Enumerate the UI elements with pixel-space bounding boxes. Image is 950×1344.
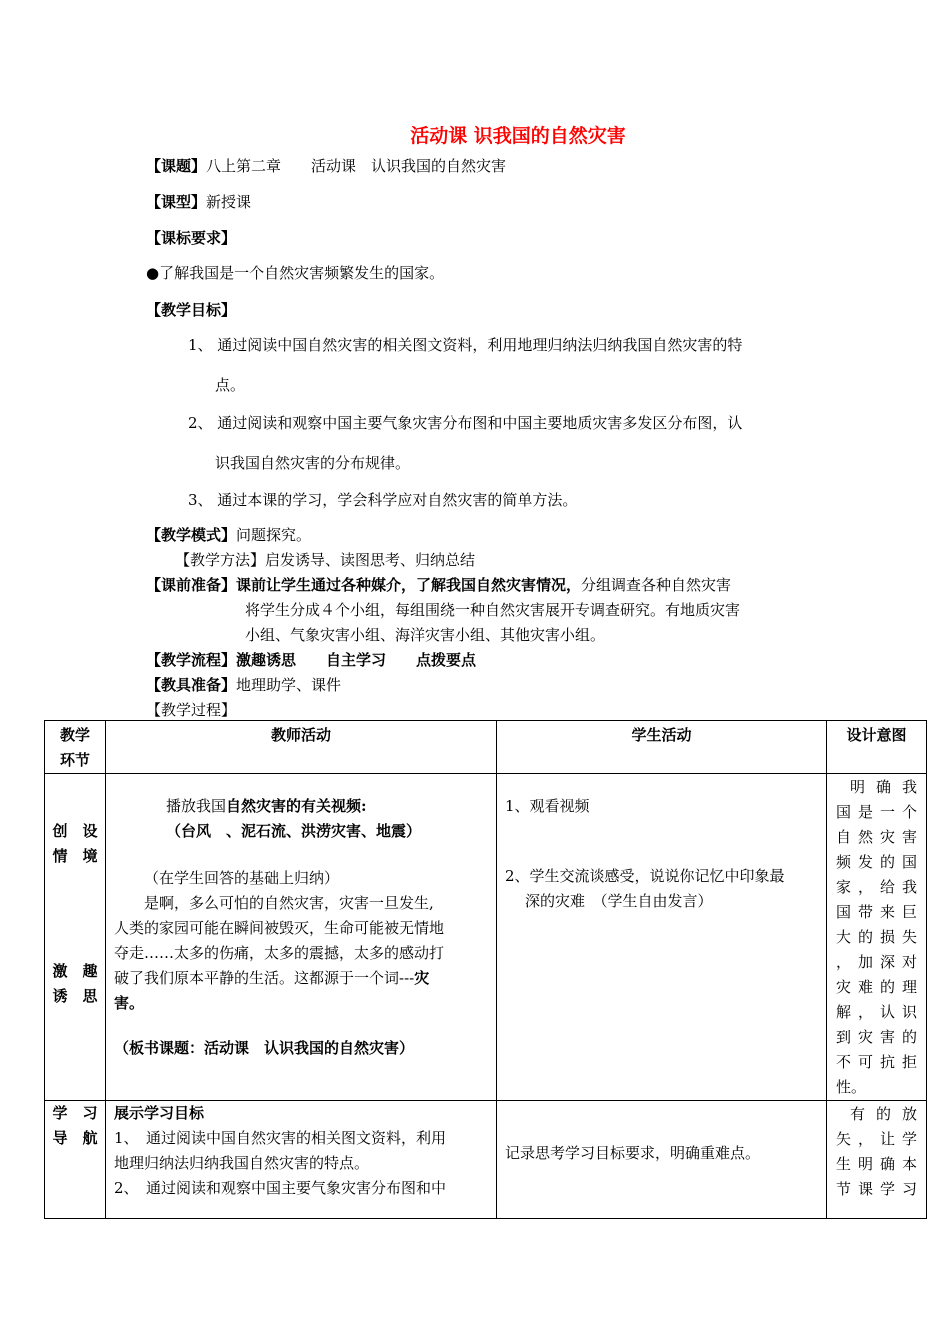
intent-line: 国是一个 <box>836 803 917 821</box>
teacher-line-plain: 破了我们原本平静的生活。这都源于一个词--- <box>114 969 415 987</box>
stage-cell <box>45 1101 106 1219</box>
teacher-line-bold: 灾 <box>414 969 430 987</box>
teacher-line <box>114 794 488 819</box>
teaching-process-table <box>44 720 927 1219</box>
document-title: 活动课 识我国的自然灾害 <box>410 125 626 147</box>
intent-line: 大的损失 <box>836 928 917 946</box>
preparation-line3: 小组、气象灾害小组、海洋灾害小组、其他灾害小组。 <box>245 626 606 644</box>
stage-cell <box>45 774 106 1101</box>
teacher-line: 人类的家园可能在瞬间被毁灭，生命可能被无情地 <box>114 919 445 937</box>
stage-line1: 学 习 <box>52 1104 98 1122</box>
teaching-mode-label: 【教学模式】 <box>146 526 237 544</box>
teaching-method-line <box>175 550 475 570</box>
teacher-line: 害。 <box>114 994 145 1012</box>
teaching-aids-value: 地理助学、课件 <box>236 676 342 694</box>
teaching-mode-line <box>146 525 311 545</box>
teacher-line: 展示学习目标 <box>114 1104 205 1122</box>
curriculum-label: 【课标要求】 <box>146 229 237 247</box>
curriculum-item: ●了解我国是一个自然灾害频繁发生的国家。 <box>146 264 445 282</box>
objectives-label: 【教学目标】 <box>146 301 237 319</box>
teacher-line <box>114 966 488 991</box>
student-line: 2、学生交流谈感受，说说你记忆中印象最 <box>505 867 785 885</box>
intent-line: 矢，让学 <box>836 1130 917 1148</box>
teacher-activity-cell <box>106 774 497 1101</box>
intent-line: 自然灾害 <box>836 828 917 846</box>
intent-line: 灾难的理 <box>836 978 917 996</box>
teaching-mode-value: 问题探究。 <box>236 526 312 544</box>
teacher-activity-cell <box>106 1101 497 1219</box>
intent-line: 不可抗拒 <box>836 1053 917 1071</box>
teacher-line: （台风 、泥石流、洪涝灾害、地震） <box>166 822 422 840</box>
header-teacher: 教师活动 <box>106 721 497 774</box>
intent-line: 家，给我 <box>836 878 917 896</box>
objective-2-line2: 识我国自然灾害的分布规律。 <box>215 454 411 472</box>
intent-line: 节课学习 <box>836 1180 917 1198</box>
table-row <box>45 774 927 1101</box>
teacher-line: 2、 通过阅读和观察中国主要气象灾害分布图和中 <box>114 1179 447 1197</box>
intent-line: 解，认识 <box>836 1003 917 1021</box>
design-intent-cell <box>827 774 927 1101</box>
teacher-line: 地理归纳法归纳我国自然灾害的特点。 <box>114 1154 370 1172</box>
intent-line: 国带来巨 <box>836 903 917 921</box>
intent-line: 生明确本 <box>836 1155 917 1173</box>
preparation-rest: 分组调查各种自然灾害 <box>581 576 732 594</box>
student-line: 深的灾难 （学生自由发言） <box>525 892 713 910</box>
lesson-type-line <box>146 192 251 212</box>
teacher-line: 夺走……太多的伤痛，太多的震撼，太多的感动打 <box>114 944 445 962</box>
objective-2-line1: 2、 通过阅读和观察中国主要气象灾害分布图和中国主要地质灾害多发区分布图，认 <box>188 414 743 432</box>
stage-line2: 导 航 <box>52 1129 98 1147</box>
stage-b-line1: 激 趣 <box>52 962 98 980</box>
teaching-method-label: 【教学方法】 <box>175 551 266 569</box>
topic-value: 八上第二章 活动课 认识我国的自然灾害 <box>206 157 507 175</box>
intent-line: 有 的 放 <box>850 1105 917 1123</box>
header-student: 学生活动 <box>497 721 827 774</box>
stage-a-line1: 创 设 <box>52 822 98 840</box>
lesson-type-value: 新授课 <box>206 193 252 211</box>
intent-line: 频发的国 <box>836 853 917 871</box>
teacher-line-plain: 播放我国 <box>166 797 227 815</box>
intent-line: 明 确 我 <box>850 778 917 796</box>
preparation-bold: 课前让学生通过各种媒介，了解我国自然灾害情况， <box>236 576 582 594</box>
teacher-line: （板书课题：活动课 认识我国的自然灾害） <box>114 1039 415 1057</box>
teacher-line: 1、 通过阅读中国自然灾害的相关图文资料，利用 <box>114 1129 447 1147</box>
objective-1-line2: 点。 <box>215 376 246 394</box>
stage-b-line2: 诱 思 <box>52 987 98 1005</box>
objective-1-line1: 1、 通过阅读中国自然灾害的相关图文资料，利用地理归纳法归纳我国自然灾害的特 <box>188 336 743 354</box>
teacher-line: （在学生回答的基础上归纳） <box>144 869 340 887</box>
teaching-aids-line <box>146 675 341 695</box>
teaching-aids-label: 【教具准备】 <box>146 676 237 694</box>
intent-line: 性。 <box>836 1078 867 1096</box>
process-flow-line <box>146 650 476 670</box>
stage-a-line2: 情 境 <box>52 847 98 865</box>
lesson-type-label: 【课型】 <box>146 193 207 211</box>
process-flow-label: 【教学流程】 <box>146 651 237 669</box>
header-intent: 设计意图 <box>827 721 927 774</box>
process-flow-value: 激趣诱思 自主学习 点拨要点 <box>236 651 477 669</box>
table-header-row <box>45 721 927 774</box>
header-stage <box>45 721 106 774</box>
teacher-line-bold: 自然灾害的有关视频: <box>226 797 367 815</box>
header-stage-line2: 环节 <box>59 751 90 769</box>
design-intent-cell <box>827 1101 927 1219</box>
topic-line <box>146 156 506 176</box>
teaching-process-label: 【教学过程】 <box>146 701 237 719</box>
intent-line: 到灾害的 <box>836 1028 917 1046</box>
teaching-method-value: 启发诱导、读图思考、归纳总结 <box>265 551 476 569</box>
intent-line: ，加深对 <box>836 953 917 971</box>
student-line: 1、观看视频 <box>505 797 590 815</box>
student-line: 记录思考学习目标要求，明确重难点。 <box>505 1144 761 1162</box>
preparation-line1 <box>146 575 731 595</box>
topic-label: 【课题】 <box>146 157 207 175</box>
student-activity-cell <box>497 774 827 1101</box>
header-stage-line1: 教学 <box>59 726 90 744</box>
teacher-line: 是啊，多么可怕的自然灾害，灾害一旦发生, <box>144 894 434 912</box>
preparation-line2: 将学生分成４个小组，每组围绕一种自然灾害展开专调查研究。有地质灾害 <box>245 601 741 619</box>
student-activity-cell <box>497 1101 827 1219</box>
objective-3: 3、 通过本课的学习，学会科学应对自然灾害的简单方法。 <box>188 491 578 509</box>
table-row <box>45 1101 927 1219</box>
preparation-label: 【课前准备】 <box>146 576 237 594</box>
